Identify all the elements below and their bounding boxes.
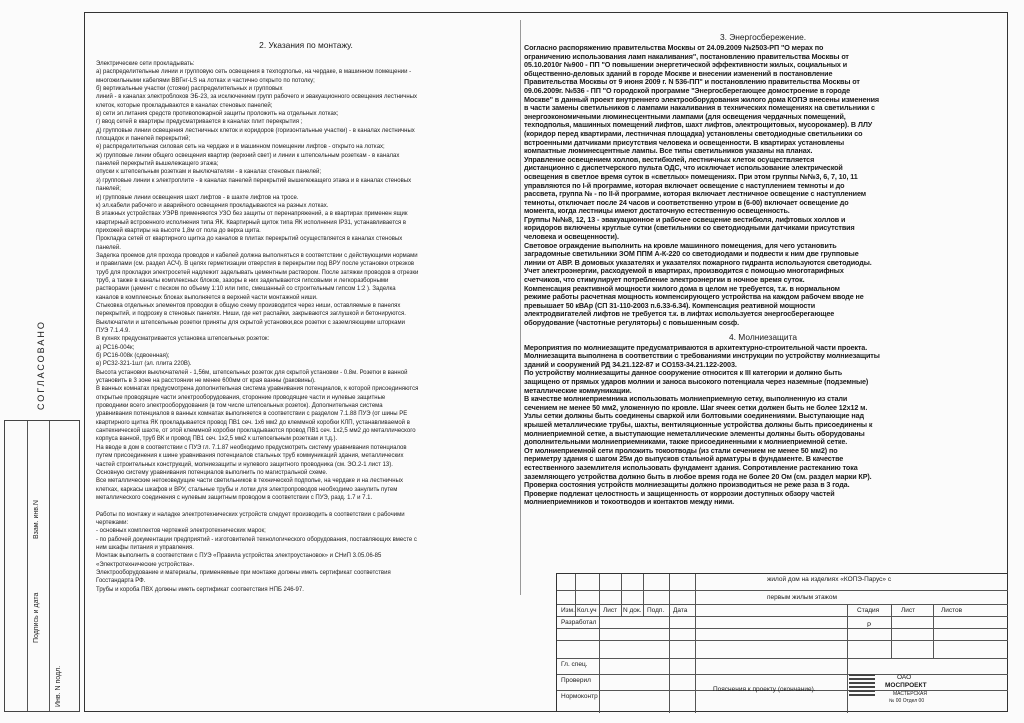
approved-label: СОГЛАСОВАНО: [36, 320, 46, 410]
stamp-row-chief: Гл. спец.: [561, 661, 588, 668]
org-workshop: МАСТЕРСКАЯ: [893, 691, 927, 697]
text-line: - основных комплектов чертежей электротехнических марок;: [96, 528, 266, 535]
text-line: естественного заземлителя использовать фундамент здания. Сопротивление растеканию тока: [524, 463, 858, 472]
text-line: ж) групповые линии общего освещения квартир (верхний свет) и линии к штепсельным розеткам - в каналах: [96, 152, 400, 159]
text-line: г) ввод сетей в квартиры предусматривается в каналах плит перекрытия ;: [96, 119, 303, 126]
stamp-header-date: Дата: [673, 607, 688, 614]
text-line: техподполья, машинных помещений лифтов, шахт лифтов, электрощитовых, мусорокамер). В ЛЛУ: [524, 121, 873, 130]
text-line: б) РС16-008к (сдвоенная);: [96, 353, 170, 360]
text-line: з) групповые линии к электроплите - в каналах панелей перекрытий вышележащего этажа и в каналах стеновых: [96, 177, 412, 184]
text-line: Электрооборудование и материалы, применяемые при монтаже должны иметь сертификат соответствия: [96, 569, 391, 576]
text-line: Световое ограждение выполнить на кровле машинного помещения, для чего установить: [524, 241, 837, 250]
stamp-row-normcontrol: Нормоконтр: [561, 693, 598, 700]
text-line: 09.06.2009г. №536 - ПП "О городской программе "Энергосберегающее домостроение в городе: [524, 86, 850, 95]
text-line: - по рабочей документации предприятий - изготовителей технологического оборудования, поставляющих вместе с: [96, 536, 417, 543]
text-line: каналов в комплексных блоках выполняется в верхней части монтажной ниши.: [96, 294, 318, 301]
text-line: металлического соединения с нулевым защитным проводом в соответствии с ПУЭ, разд. 1.7 и 7.1.: [96, 494, 373, 501]
text-line: линий - в каналах электроблоков ЭБ-23, за исключением групп рабочего и эвакуационного освещения лестничных: [96, 94, 418, 101]
text-line: частей строительных конструкций, молниезащиты и нулевого защитного проводника (см. ЭО.2-1 лист 13).: [96, 461, 393, 468]
text-line: Прокладка сетей от квартирного щитка до каналов в плитах перекрытий осуществляется в каналах стеновых: [96, 236, 403, 243]
text-line: зданий и сооружений РД 34.21.122-87 и СО153-34.21.122-2003.: [524, 360, 737, 369]
stage-header: Стадия: [857, 607, 880, 614]
section-title-lightning: 4. Молниезащита: [729, 331, 797, 342]
text-line: растворами (цемент с песком по объему 1:10 или гипс, смешанный со строительным гипсом 1:2 ). Заделка: [96, 286, 396, 293]
text-line: панелей перекрытий вышележащего этажа;: [96, 161, 219, 168]
text-line: электродвигателей лифтов не требуется т.к. в лифтах используется энергосберегающее: [524, 310, 835, 319]
text-line: Правительства Москвы от 9 июня 2009 г. N 536-ПП" и постановлению правительства Москвы от: [524, 78, 860, 87]
text-line: человека и освещенности).: [524, 233, 619, 242]
text-line: опуски к штепсельным розеткам и выключателям - в каналах стеновых панелей;: [96, 169, 322, 176]
text-line: к) эл.кабели рабочего и аварийного освещения прокладываются на разных лотках.: [96, 202, 329, 209]
side-label-replace-inv: Взам. инв.N: [33, 500, 40, 539]
text-line: Управление освещением холлов, вестибюлей, лестничных клеток осуществляется: [524, 155, 815, 164]
text-line: квартирный встроенного исполнения типа ЯК. Квартирный щиток типа ЯК исполнения IP31, устанавливается в: [96, 219, 407, 226]
text-line: энергоэкономичными люминесцентными лампами (для освещения чердачных помещений,: [524, 112, 846, 121]
text-line: В этажных устройствах УЭРВ применяются УЗО без защиты от перенапряжений, а в квартирах применен ящик: [96, 211, 408, 218]
text-line: ограничению использования ламп накаливания", постановлению правительства Москвы от: [524, 52, 849, 61]
text-line: металлические коммуникации.: [524, 386, 632, 395]
text-line: Проверке подлежат целостность и защищенность от коррозии доступных обзору частей: [524, 489, 835, 498]
text-line: Работы по монтажу и наладке электротехнических устройств следует производить в соответствии с рабочими: [96, 511, 405, 518]
text-line: чертежами:: [96, 519, 129, 526]
text-line: и правилами (см. раздел АСЧ). В целях герметизации отверстия в перекрытии под ВРУ после установки отрезков: [96, 261, 415, 268]
side-label-inv-orig: Инв. N подл.: [55, 665, 62, 707]
text-line: момента, когда лестницы имеют достаточную естественную освещенность.: [524, 207, 790, 216]
text-line: е) распределительная силовая сеть на чердаке и в машинном помещении лифтов - открыто на лотках;: [96, 144, 385, 151]
text-line: сечением не менее 50 мм2, уложенную по кровле. Шаг ячеек сетки должен быть не более 12х12 м.: [524, 403, 868, 412]
stage-value: Р: [867, 622, 872, 629]
text-line: многожильными кабелями ВВГнг-LS на лотках и частично открыто по потолку;: [96, 77, 315, 84]
text-line: ним шкафы питания и управления.: [96, 544, 194, 551]
installation-text: [96, 60, 516, 594]
text-line: крышей металлические трубы, шахты, вентиляционные устройства должны быть присоединены к: [524, 420, 873, 429]
text-line: прихожей квартиры на высоте 1,8м от пола до верха щита.: [96, 227, 261, 234]
text-line: Москве" в данный проект внутреннего электрооборудования жилого дома КОПЭ внесены изменения: [524, 95, 880, 104]
column-divider: [520, 20, 521, 595]
lightning-text: [524, 344, 1002, 507]
text-line: путем присоединения к шине уравнивания потенциалов стальных труб коммуникаций здания, металлических: [96, 453, 404, 460]
text-line: компактные люминесцентные лампы. Все типы светильников указаны на планах.: [524, 147, 813, 156]
stamp-header-sign: Подп.: [647, 607, 665, 614]
text-line: а) РС16-004к;: [96, 344, 135, 351]
text-line: В качестве молниеприемника использовать молниеприемную сетку, выполненную из стали: [524, 395, 848, 404]
text-line: в части замены светильников с лампами накаливания в технических помещениях на светильники с: [524, 104, 875, 113]
text-line: защищено от прямых ударов молнии и заноса высокого потенциала через наземные (подземные): [524, 377, 869, 386]
text-line: Основную систему уравнивания потенциалов выполнить по магистральной схеме.: [96, 469, 328, 476]
text-line: клеток, которые прокладываются в каналах стеновых панелей;: [96, 102, 273, 109]
text-line: квартирного щитка ЯК прокладывается провод ПВ1 сеч. 1х6 мм2 до клеммной коробки КЛП, устанавливаемой в: [96, 419, 410, 426]
left-column: [96, 40, 516, 594]
right-column: [524, 32, 1002, 507]
text-line: панелей;: [96, 186, 121, 193]
text-line: заградомные светильники ЗОМ ППМ А-К-220 со светодиодами и подвести к ним две групповые: [524, 250, 859, 259]
text-line: превышает 50 кВАр (СП 31-110-2003 п.6.33-6.34). Компенсация реативной мощности: [524, 301, 816, 310]
object-name-2: первым жилым этажом: [767, 594, 837, 601]
side-stamp: [4, 420, 80, 712]
stamp-header-kolych: Кол.уч: [577, 607, 597, 614]
text-line: Группы №№8, 12, 13 - эвакуационное и рабочее освещение вестибюля, лифтовых холлов и: [524, 215, 846, 224]
stamp-header-izm: Изм.: [561, 607, 575, 614]
text-line: Выключатели и штепсельные розетки приняты для скрытой установки,все розетки с заземляющими шторками: [96, 319, 405, 326]
text-line: б) вертикальные участки (стояки) распределительных и групповых: [96, 86, 283, 93]
text-line: панелей.: [96, 244, 121, 251]
text-line: Молниезащита выполнена в соответствии с требованиями инструкции по устройству молниезащиты: [524, 352, 880, 361]
sheet-header: Лист: [901, 607, 916, 614]
text-line: Все металлические нетоковедущие части светильников в технической подполье, на чердаке и на лестничных: [96, 478, 403, 485]
mosproekt-logo: [849, 674, 875, 700]
energy-text: [524, 44, 1002, 328]
text-line: Высота установки выключателей - 1,56м, штепсельных розеток для скрытой установки - 0.8м. Розетки в ванной: [96, 369, 408, 376]
text-line: Госстандарта РФ.: [96, 578, 146, 585]
text-line: сантехнической шахте, от этой клеммной коробки прокладываются провод ПВ1 сеч. 1х2,5 мм2 до металлического: [96, 428, 416, 435]
text-line: Компенсация реактивной мощности жилого дома в целом не требуется, т.к. в нормальном: [524, 284, 840, 293]
stamp-row-checked: Проверил: [561, 677, 591, 684]
text-line: д) групповые линии освещения лестничных клеток и коридоров (горизонтальные участки) - в каналах лестничных: [96, 127, 415, 134]
text-line: труб для прокладки электросетей надлежит заделывать цементным раствором. После затяжки проводов в отрезки: [96, 269, 419, 276]
stamp-row-developed: Разработал: [561, 619, 597, 626]
text-line: Заделка проемов для прохода проводов и кабелей должна выполняться в соответствии с действующими нормами: [96, 252, 418, 259]
text-line: режиме работы расчетная мощность компенсирующего устройства на каждом рабочем вводе не: [524, 293, 864, 302]
text-line: Стыковка отдельных элементов проводки в общую схему производится через ниши, оставляемые в панелях: [96, 302, 401, 309]
text-line: Монтаж выполнить в соответствии с ПУЭ «Правила устройства электроустановок» и СНиП 3.05.06-85: [96, 553, 382, 560]
stamp-header-list: Лист: [603, 607, 618, 614]
text-line: В ванных комнатах предусмотрена дополнительная система уравнивания потенциалов, к которой присоединяются: [96, 386, 419, 393]
text-line: площадок и панелей перекрытий;: [96, 136, 191, 143]
text-line: [96, 502, 516, 510]
text-line: и) групповые линии освещения шахт лифтов - в шахте лифтов на тросе.: [96, 194, 299, 201]
text-line: Согласно распоряжению правительства Москвы от 24.09.2009 №2503-РП "О мерах по: [524, 44, 824, 52]
title-block: [556, 573, 1008, 712]
text-line: оборудование (частотные регуляторы) с повышенным cosф.: [524, 319, 740, 327]
text-line: ПУЭ 7.1.4.9.: [96, 328, 130, 334]
text-line: освещения в светлое время суток в «светлых» помещениях. При этом группы №№3, 6, 7, 10, 11: [524, 172, 858, 181]
text-line: линии от АВР. В домовых указателях и указателях пожарного гидранта используются светодиоды.: [524, 258, 872, 267]
text-line: общественно-деловых зданий в городе Москве и внесении изменений в постановление: [524, 69, 833, 78]
text-line: а) распределительные линии и групповую сеть освещения в техподполье, на чердаке, в машинном помещении -: [96, 69, 412, 76]
text-line: рассвета, группа № - по II-й программе, которая включает лестничное освещение с наступлением: [524, 190, 866, 199]
text-line: труб, а также в каналы комплексных блоков, зазоры в них заделываются гипсовыми и легкоразборными: [96, 277, 389, 284]
text-line: В кухнях предусматривается установка штепсельных розеток:: [96, 336, 270, 343]
org-name: ОАО: [897, 674, 912, 681]
section-title-energy: 3. Энергосбережение.: [719, 32, 807, 42]
text-line: периметру здания с шагом 25м до выпусков стальной арматуры в фундаменте. В качестве: [524, 455, 844, 464]
text-line: От молниеприемной сети проложить токоотводы (из стали сечением не менее 50 мм2) по: [524, 446, 838, 455]
text-line: в) сети эл.питания средств противопожарной защиты проложить на отдельных лотках;: [96, 111, 339, 118]
text-line: в) РС32-321-1шт (эл. плита 220В).: [96, 361, 192, 368]
stamp-header-ndoc: N док.: [623, 607, 642, 614]
text-line: 05.10.2010г №900 - ПП "О повышении энергетической эффективности жилых, социальных и: [524, 61, 848, 70]
text-line: На вводе в дом в соответствии с ПУЭ гл. 7.1.87 необходимо предусмотреть систему уравнивания потенциалов: [96, 444, 407, 451]
text-line: Проверка состояния устройств молниезащиты должно производиться не реже раза в 3 года.: [524, 481, 850, 490]
text-line: счетчиков, что стимулирует потребление электроэнергии в ночное время суток.: [524, 276, 805, 285]
text-line: (коридор перед квартирами, лестничная площадка) установлены светодиодные светильники со: [524, 129, 863, 138]
text-line: Мероприятия по молниезащите предусматриваются в архитектурно-строительной части проекта.: [524, 343, 868, 352]
text-line: Электрические сети прокладывать:: [96, 61, 195, 67]
text-line: корпуса ванной, труб ВК и провод ПВ1 сеч. 1х2,5 мм2 к штепсельным розеткам и т.д.).: [96, 436, 338, 443]
org-name-2: МОСПРОЕКТ: [885, 682, 927, 689]
text-line: дистанционно с диспетчерского пульта ОДС, что исключает использование электрической: [524, 164, 843, 173]
side-label-sign-date: Подпись и дата: [33, 592, 40, 643]
sheets-header: Листов: [941, 607, 963, 614]
text-line: встроенными датчиками присутствия человека и освещенности. В квартирах установлены: [524, 138, 845, 147]
text-line: дополнительными молниеприемниками, также присоединенными к молниеприемной сетке.: [524, 438, 848, 447]
text-line: темноты, отключает после 24 часов и соответственно утром в (6-00) включает освещение до: [524, 198, 849, 207]
text-line: коридоров включены круглые сутки (светильники со светодиодными датчиками присутствия: [524, 224, 855, 233]
text-line: уравнивания потенциалов в ванных комнатах выполняется в соответствии с разделом 7.1.88 ПУЭ (от шины РЕ: [96, 411, 408, 418]
text-line: управляются по I-й программе, которая включает освещение с наступлением темноты и до: [524, 181, 845, 190]
text-line: установить в 3 зоне на расстоянии не менее 600мм от края ванны (раковины).: [96, 378, 316, 385]
text-line: клетках, каркасы шкафов и ВРУ, стальные трубы и лотки для электропроводов необходимо занулить путем: [96, 486, 398, 493]
text-line: Узлы сетки должны быть соединены сваркой или болтовыми соединениями. Выступающие над: [524, 412, 864, 421]
text-line: По устройству молниезащиты данное сооружение относится к III категории и должно быть: [524, 369, 843, 378]
text-line: Трубы и короба ПВХ должны иметь сертификат соответствия НПБ 246-97.: [96, 586, 304, 593]
text-line: Учет электроэнергии, расходуемой в квартирах, производится с помощью многотарифных: [524, 267, 844, 276]
text-line: проводники всего электрооборудования (в том числе штепсельных розеток). Дополнительная система: [96, 403, 383, 410]
text-line: открытые проводящие части электрооборудования, сторонние проводящие части и нулевые защитные: [96, 394, 386, 401]
document-title: Пояснения к проекту (окончание).: [713, 686, 816, 693]
text-line: «Электротехнические устройства».: [96, 561, 195, 568]
text-line: молниеприемной сетке, а выступающие неметаллические элементы должны быть оборудованы: [524, 429, 865, 438]
text-line: заземляющего устройства должно быть в любое время года не более 20 Ом (см. раздел марки КР).: [524, 472, 872, 481]
text-line: перекрытий, и подрозку в стеновых панелях. Ниши, где нет распайки, закрываются заглушкой и бетонируются.: [96, 311, 406, 318]
section-title-installation: 2. Указания по монтажу.: [259, 40, 353, 50]
text-line: молниеприемников и токоотводов и контактов между ними.: [524, 498, 735, 507]
object-name: жилой дом на изделиях «КОПЭ-Парус» с: [767, 576, 892, 583]
org-dept: № 00 Отдел 00: [889, 698, 925, 704]
